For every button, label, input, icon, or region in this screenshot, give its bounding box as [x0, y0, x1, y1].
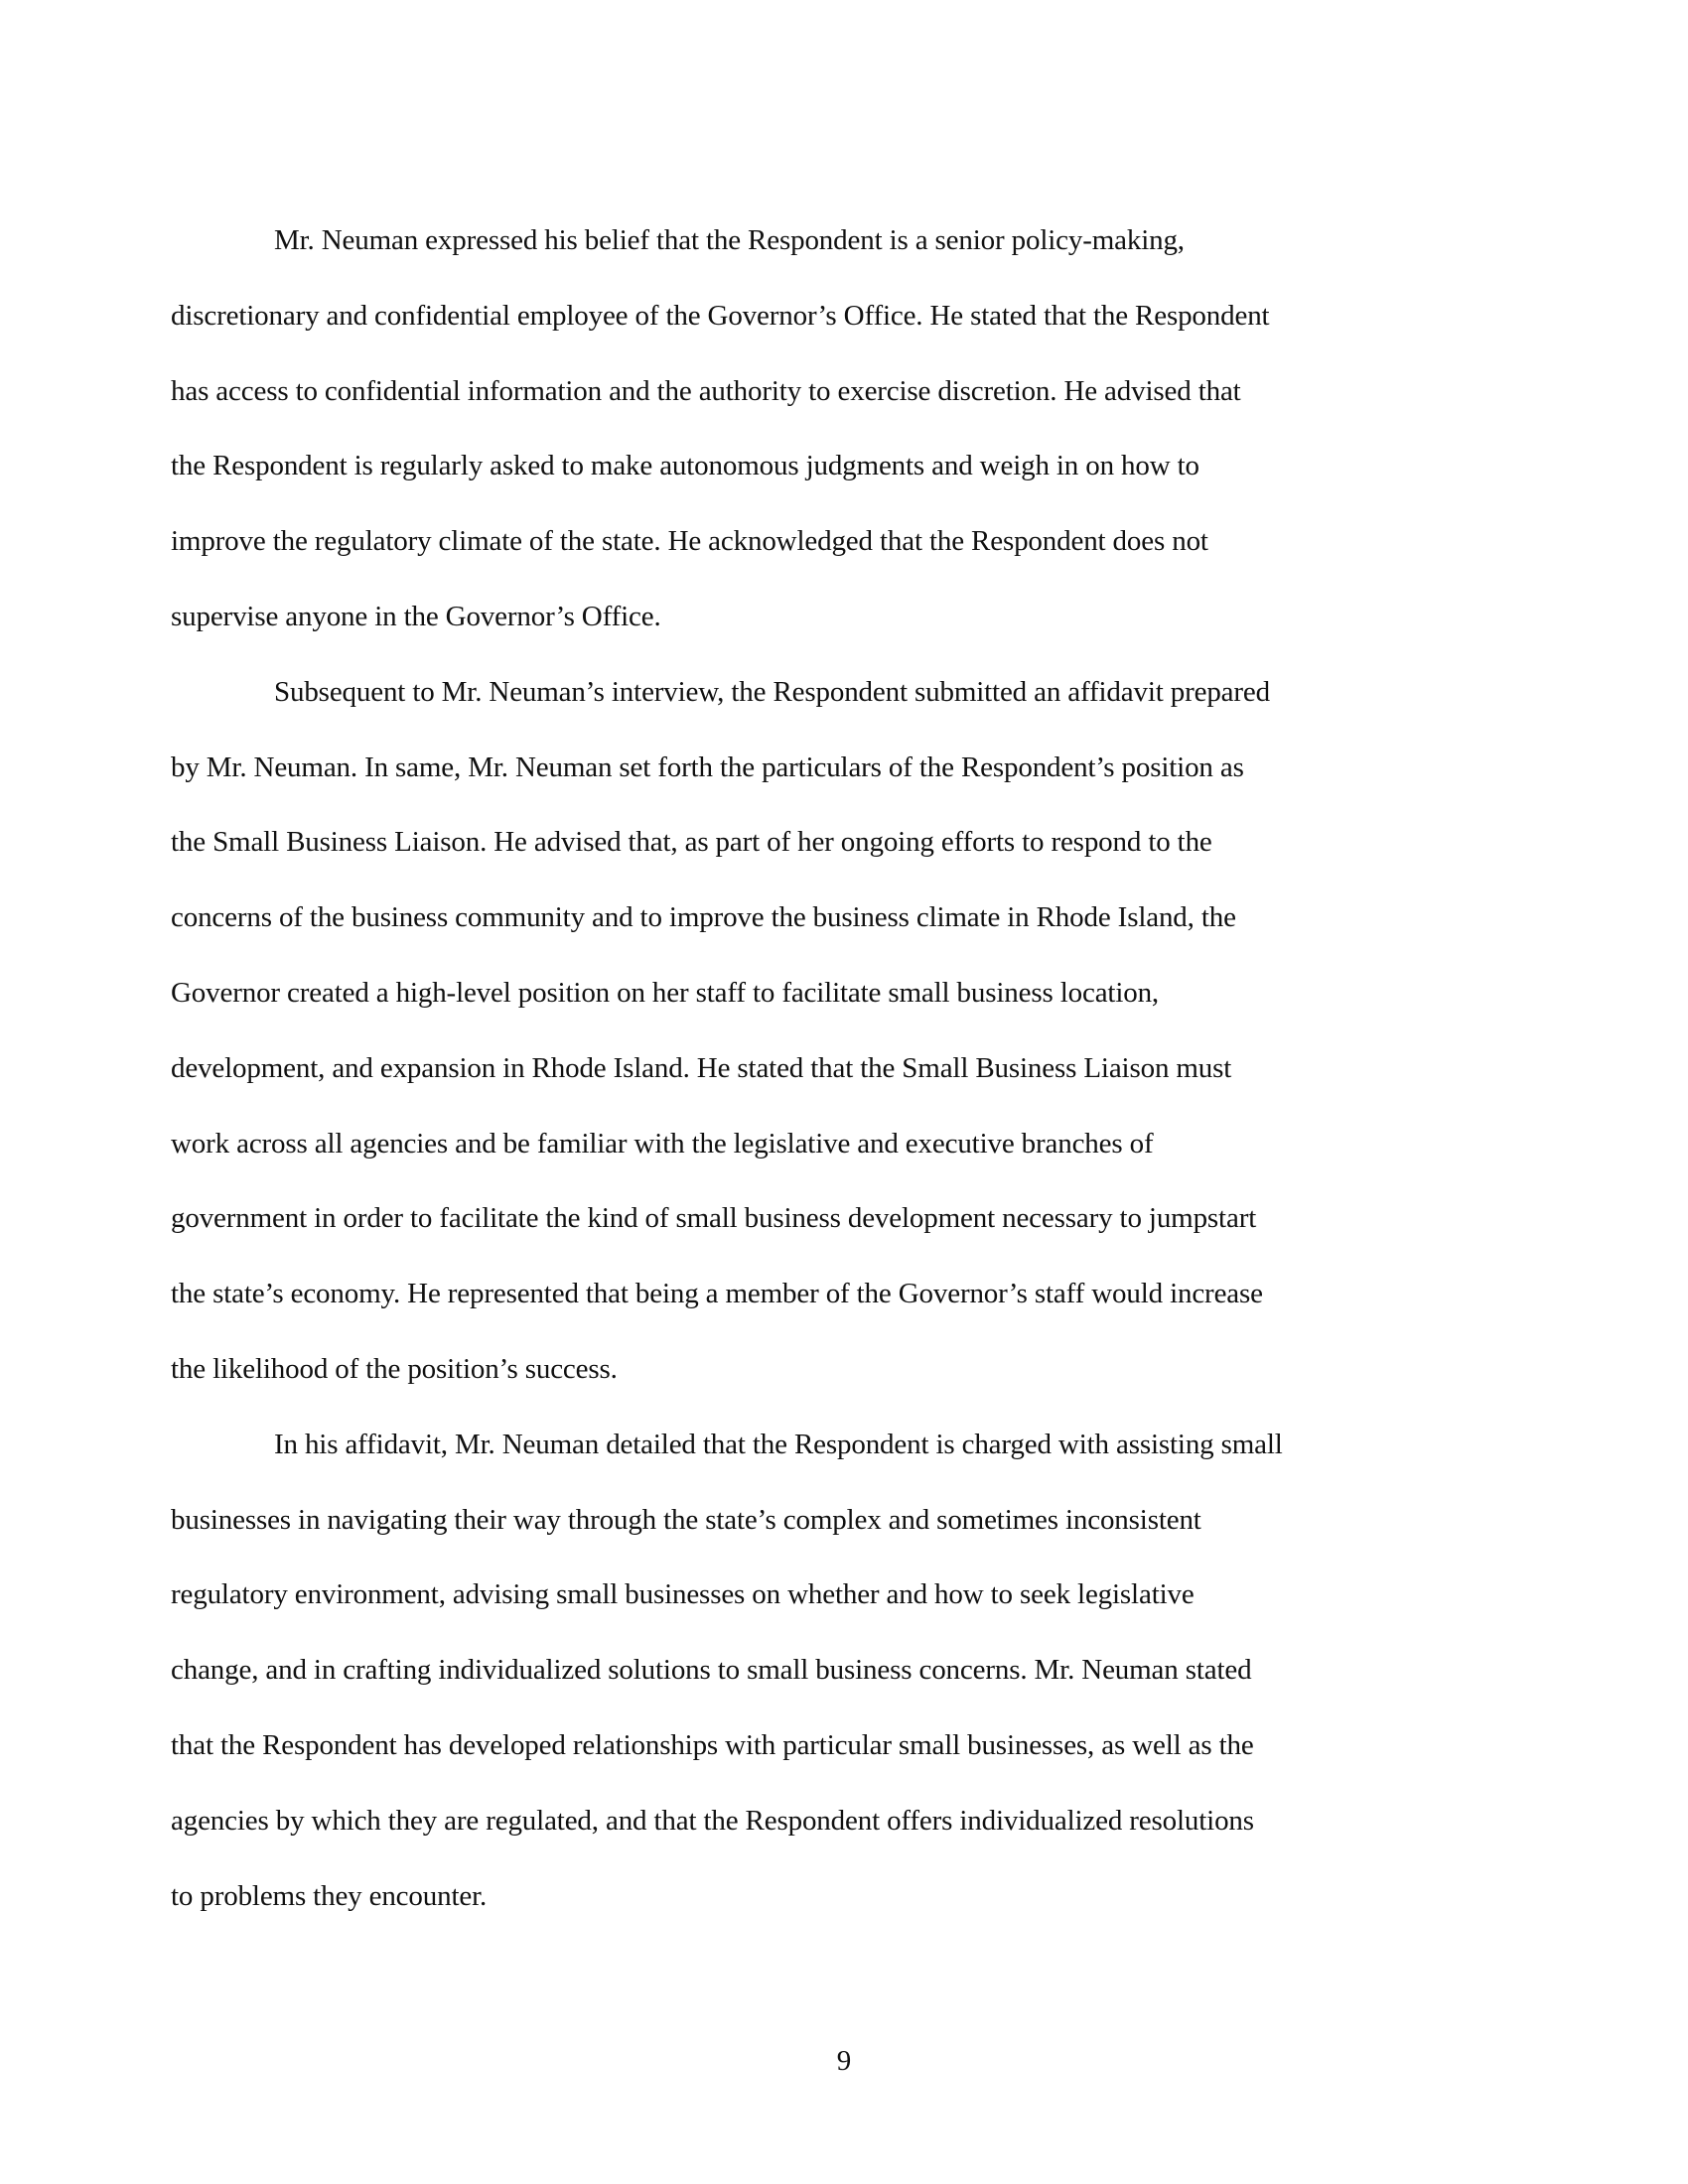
- text-line: agencies by which they are regulated, and that the Respondent offers individualized resolutions: [171, 1804, 1254, 1837]
- text-line: discretionary and confidential employee of the Governor’s Office. He stated that the Respondent: [171, 299, 1270, 332]
- text-line: development, and expansion in Rhode Island. He stated that the Small Business Liaison must: [171, 1051, 1232, 1084]
- text-line: supervise anyone in the Governor’s Office.: [171, 600, 661, 632]
- text-line: that the Respondent has developed relationships with particular small businesses, as well as the: [171, 1728, 1254, 1761]
- text-line: Subsequent to Mr. Neuman’s interview, the Respondent submitted an affidavit prepared: [274, 675, 1270, 708]
- text-line: change, and in crafting individualized solutions to small business concerns. Mr. Neuman stated: [171, 1654, 1252, 1687]
- text-line: has access to confidential information and the authority to exercise discretion. He advised that: [171, 374, 1241, 407]
- text-line: businesses in navigating their way through the state’s complex and sometimes inconsistent: [171, 1503, 1201, 1536]
- paragraph: [171, 655, 1481, 1408]
- text-line: to problems they encounter.: [171, 1879, 488, 1912]
- text-line: the Respondent is regularly asked to make autonomous judgments and weigh in on how to: [171, 450, 1199, 482]
- page-number: 9: [836, 2045, 852, 2077]
- text-line: work across all agencies and be familiar with the legislative and executive branches of: [171, 1127, 1154, 1160]
- text-line: regulatory environment, advising small businesses on whether and how to seek legislative: [171, 1578, 1195, 1611]
- text-line: concerns of the business community and to improve the business climate in Rhode Island, the: [171, 901, 1236, 934]
- text-line: In his affidavit, Mr. Neuman detailed that the Respondent is charged with assisting small: [274, 1428, 1283, 1460]
- text-line: the Small Business Liaison. He advised that, as part of her ongoing efforts to respond to the: [171, 826, 1212, 859]
- text-line: Mr. Neuman expressed his belief that the Respondent is a senior policy-making,: [274, 224, 1185, 256]
- text-line: by Mr. Neuman. In same, Mr. Neuman set forth the particulars of the Respondent’s position as: [171, 751, 1244, 783]
- paragraph: [171, 1408, 1481, 1935]
- document-body: [171, 204, 1481, 1934]
- text-line: improve the regulatory climate of the state. He acknowledged that the Respondent does not: [171, 525, 1208, 558]
- text-line: government in order to facilitate the kind of small business development necessary to jumpstart: [171, 1202, 1257, 1235]
- paragraph: [171, 204, 1481, 655]
- text-line: the likelihood of the position’s success.: [171, 1352, 618, 1385]
- text-line: Governor created a high-level position on her staff to facilitate small business location,: [171, 976, 1160, 1009]
- text-line: the state’s economy. He represented that being a member of the Governor’s staff would increase: [171, 1278, 1263, 1310]
